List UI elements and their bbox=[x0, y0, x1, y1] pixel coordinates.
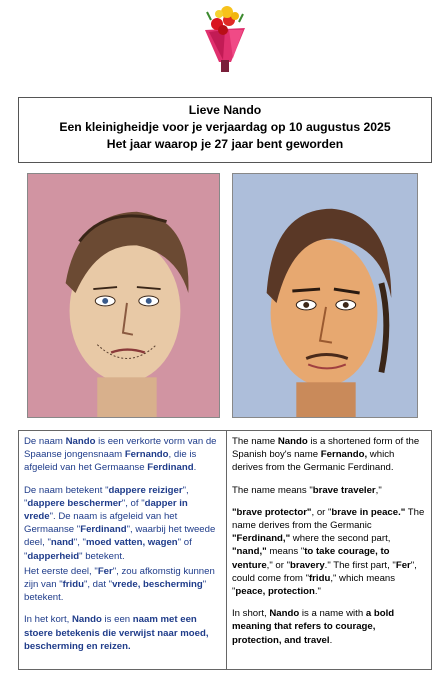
text: The name bbox=[232, 436, 278, 447]
english-paragraph-3 bbox=[232, 506, 426, 598]
text: "brave protector" bbox=[232, 506, 312, 518]
text: De naam betekent " bbox=[24, 484, 109, 496]
greeting-header bbox=[18, 97, 432, 163]
text: ", " bbox=[24, 484, 189, 509]
text: dapperheid bbox=[27, 550, 80, 562]
greeting-line-1: Lieve Nando bbox=[188, 103, 262, 117]
text: is a shortened form of the Spanish boy's name bbox=[232, 436, 420, 461]
text: In het kort, bbox=[24, 614, 72, 626]
text: peace, protection bbox=[235, 586, 315, 598]
text: ," bbox=[375, 484, 382, 496]
dutch-paragraph-2 bbox=[24, 484, 221, 563]
text: ", dat " bbox=[83, 579, 113, 591]
text: The name derives from the Germanic bbox=[232, 506, 425, 532]
english-paragraph-1 bbox=[232, 435, 426, 475]
text: is een bbox=[101, 614, 133, 626]
text: Ferdinand bbox=[147, 462, 194, 474]
text: , die is afgeleid van het Germaanse bbox=[24, 449, 197, 474]
text: Nando bbox=[65, 436, 96, 447]
text: Fernando bbox=[124, 449, 169, 461]
text: ". De naam is afgeleid van het Germaanse " bbox=[24, 511, 178, 536]
text: ", waarbij het tweede deel, " bbox=[24, 524, 216, 549]
text: . bbox=[329, 634, 333, 646]
portrait-right-image bbox=[233, 174, 417, 417]
text: a bold meaning that refers to courage, protection, and travel bbox=[232, 608, 395, 646]
text: ." The first part, " bbox=[324, 559, 396, 571]
text: brave traveler bbox=[312, 484, 376, 496]
text: moed vatten, wagen bbox=[85, 537, 178, 549]
text: nand bbox=[50, 537, 74, 549]
greeting-line-3: Het jaar waarop je 27 jaar bent geworden bbox=[106, 137, 344, 151]
text: ", could come from " bbox=[232, 559, 417, 584]
text: Fernando, bbox=[320, 449, 368, 461]
text: ", of " bbox=[121, 497, 145, 509]
text: dappere reiziger bbox=[108, 484, 183, 496]
text: which derives from the Germanic Ferdinand. bbox=[232, 449, 395, 474]
text: where the second part, bbox=[290, 533, 391, 545]
text: fridu bbox=[308, 572, 331, 584]
text: is a name with bbox=[299, 608, 366, 620]
text: ", " bbox=[73, 537, 86, 549]
portrait-left-image bbox=[28, 174, 219, 417]
text: dapper in vrede bbox=[24, 497, 188, 523]
text: Nando bbox=[277, 436, 308, 447]
dutch-column bbox=[19, 431, 227, 669]
text: fridu bbox=[62, 579, 84, 591]
text: "nand," bbox=[232, 546, 267, 558]
text: Nando bbox=[72, 614, 102, 626]
text: " of " bbox=[24, 537, 192, 562]
dutch-paragraph-4 bbox=[24, 613, 221, 653]
text: ," which means " bbox=[232, 572, 396, 598]
text: De naam bbox=[24, 436, 66, 447]
text: , or " bbox=[311, 506, 332, 518]
portrait-drawing-right bbox=[232, 173, 418, 418]
text: is een verkorte vorm van de Spaanse jongensnaam bbox=[24, 436, 217, 461]
english-paragraph-2 bbox=[232, 484, 426, 497]
text: Het eerste deel, " bbox=[24, 565, 98, 577]
english-paragraph-4 bbox=[232, 607, 426, 647]
text: brave in peace." bbox=[331, 506, 406, 518]
name-meaning-table bbox=[18, 430, 432, 670]
text: "Ferdinand," bbox=[232, 533, 291, 545]
text: Fer bbox=[97, 565, 113, 577]
text: ", zou afkomstig kunnen zijn van " bbox=[24, 565, 215, 591]
text: The name means " bbox=[232, 484, 313, 496]
text: . bbox=[193, 462, 197, 474]
text: to take courage, to venture bbox=[232, 546, 390, 571]
text: naam met een stoere betekenis die verwijst naar moed, bescherming en reizen. bbox=[24, 614, 209, 652]
text: Nando bbox=[269, 608, 300, 620]
text: In short, bbox=[232, 608, 270, 620]
bouquet-photo bbox=[199, 0, 251, 77]
text: " betekent. bbox=[79, 550, 125, 562]
dutch-paragraph-3 bbox=[24, 565, 221, 605]
text: Ferdinand bbox=[80, 524, 127, 536]
text: vrede, bescherming bbox=[112, 579, 203, 591]
text: means " bbox=[266, 546, 305, 558]
text: ," or " bbox=[266, 559, 290, 571]
english-column bbox=[227, 431, 431, 669]
text: ." bbox=[314, 586, 321, 598]
portrait-drawing-left bbox=[27, 173, 220, 418]
text: bravery bbox=[290, 559, 325, 571]
flower-bouquet-icon bbox=[199, 0, 251, 77]
text: dappere beschermer bbox=[27, 497, 122, 509]
text: " betekent. bbox=[24, 579, 207, 604]
greeting-line-2: Een kleinigheidje voor je verjaardag op 10 augustus 2025 bbox=[59, 120, 391, 134]
text: Fer bbox=[395, 559, 411, 571]
dutch-paragraph-1 bbox=[24, 435, 221, 475]
